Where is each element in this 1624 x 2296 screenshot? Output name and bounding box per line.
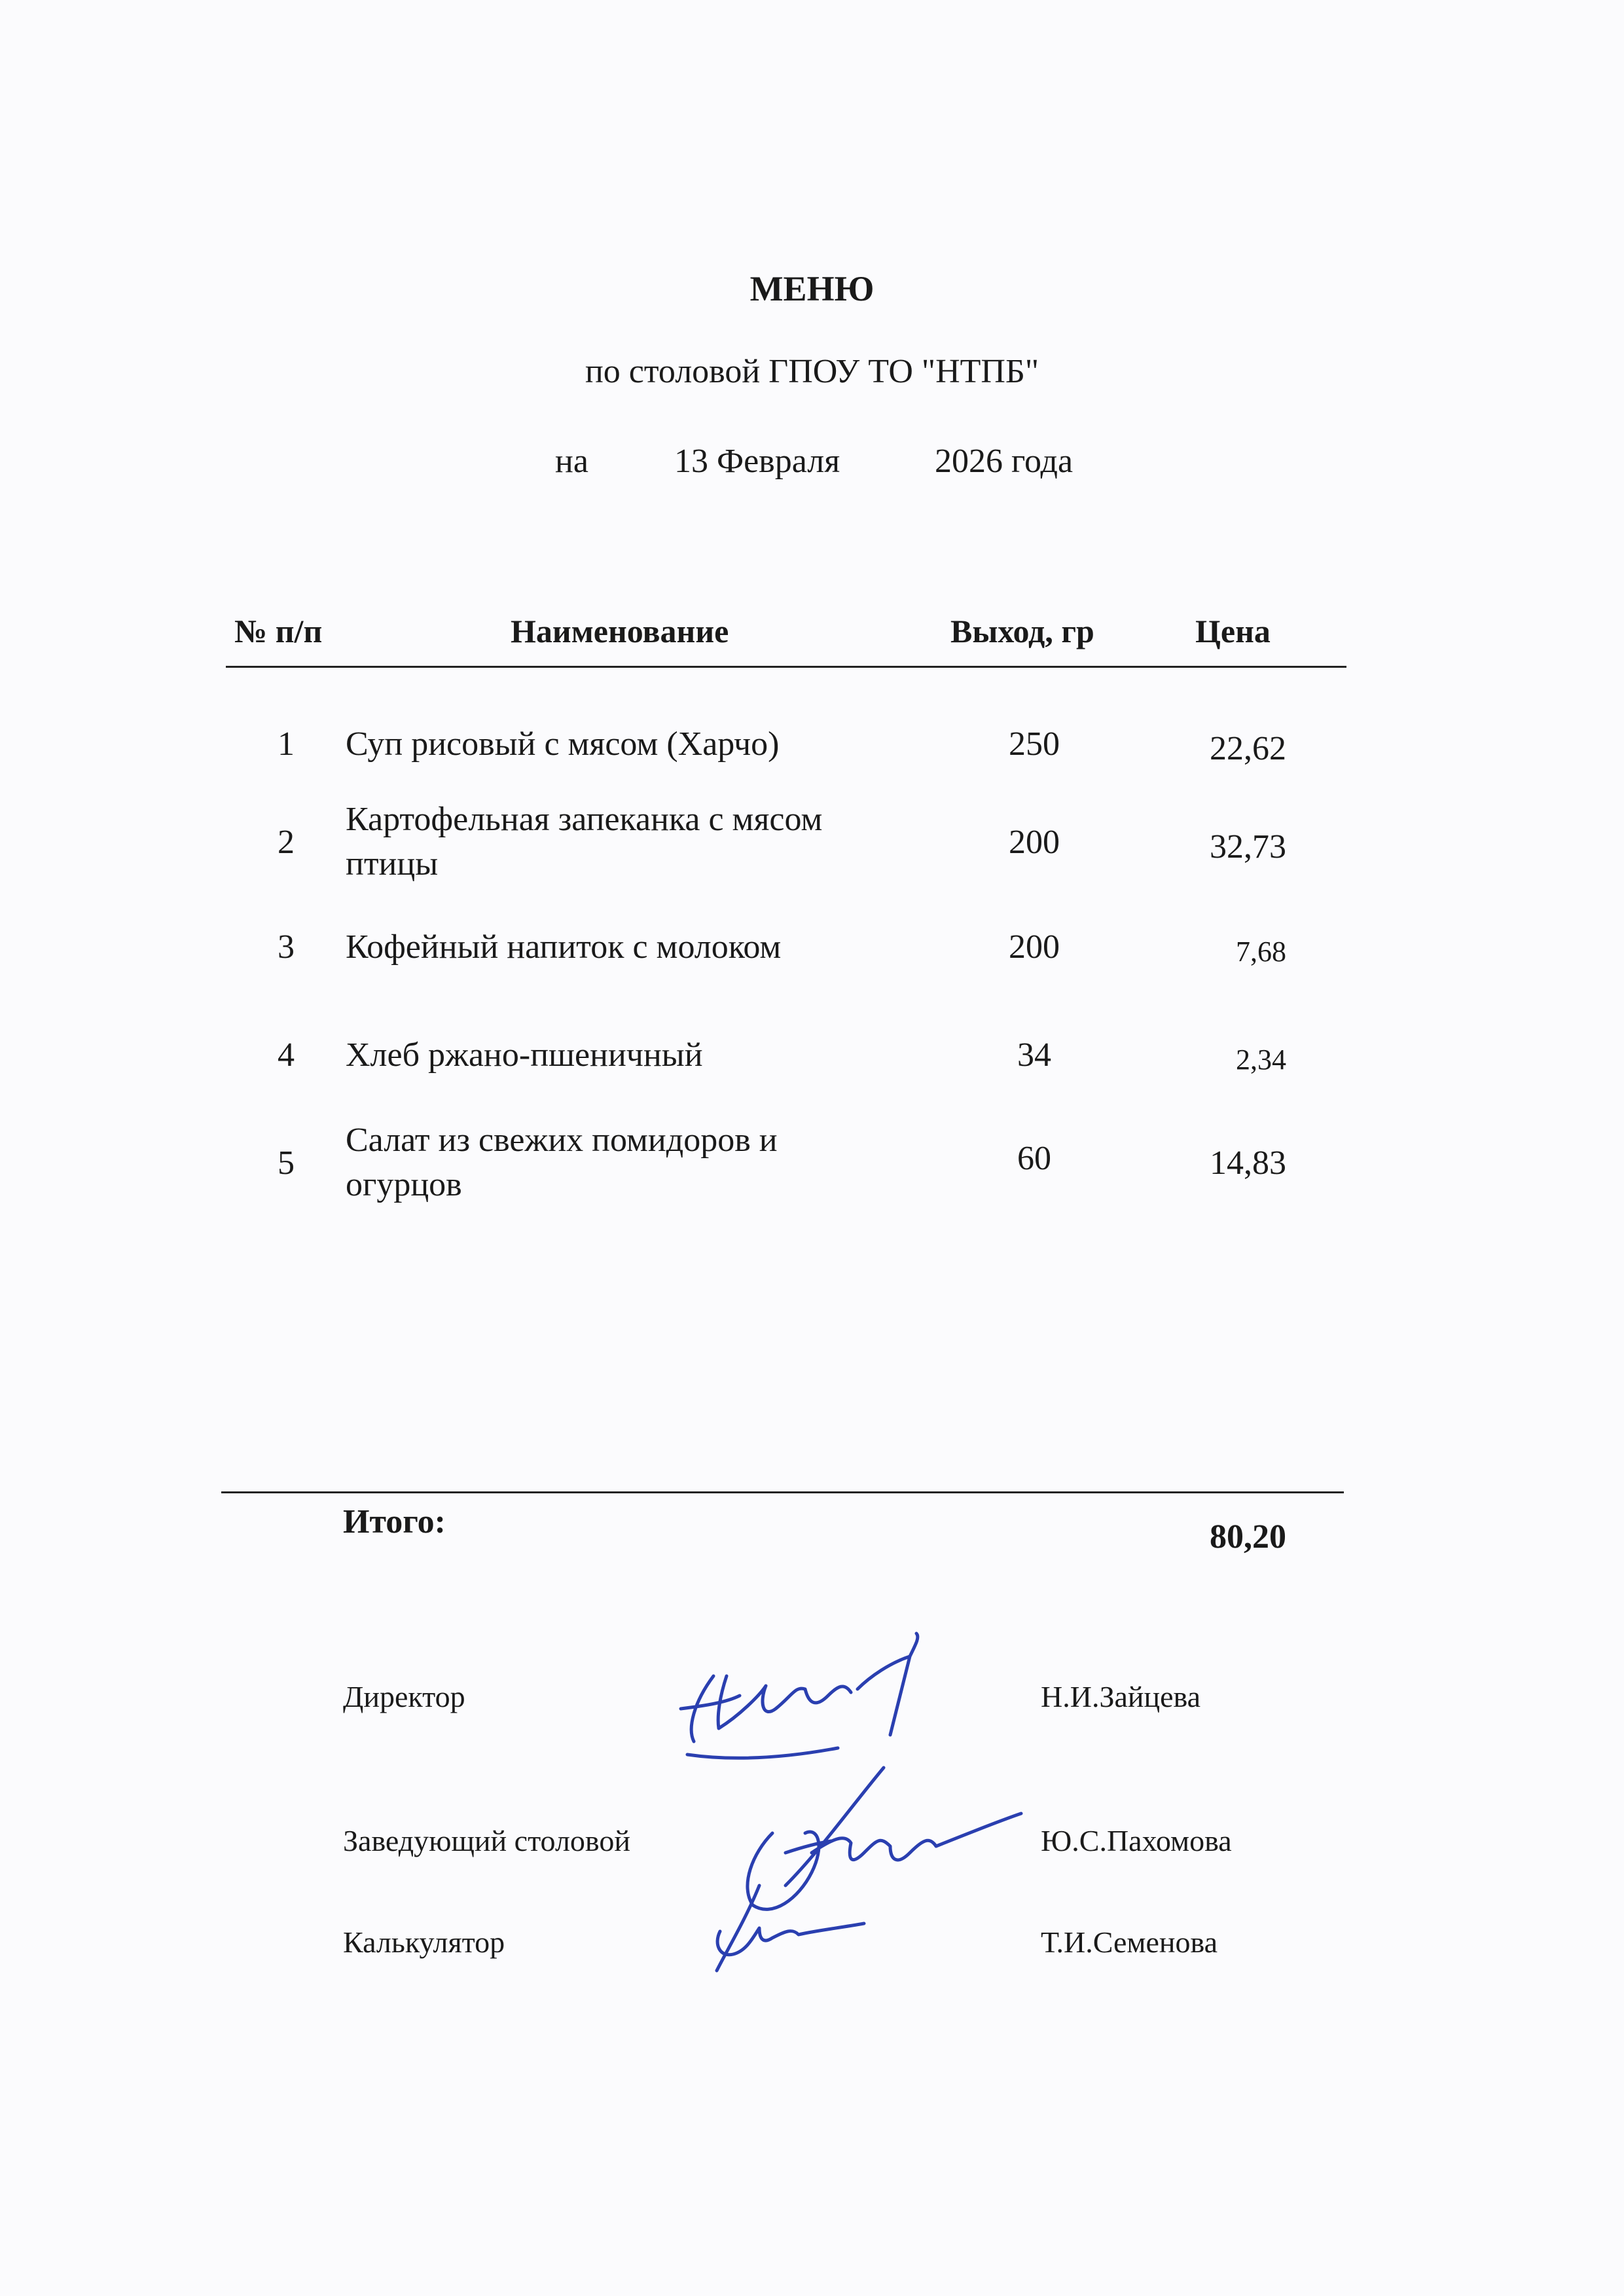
- date-year: 2026 года: [935, 443, 1074, 480]
- signature-canteen-head-scribble: [748, 1768, 1021, 1909]
- date-day: 13 Февраля: [674, 443, 840, 480]
- total-label: Итого:: [343, 1503, 446, 1540]
- document-subtitle: по столовой ГПОУ ТО "НТПБ": [585, 353, 1039, 390]
- total-value: 80,20: [1210, 1518, 1286, 1556]
- row-num: 1: [278, 725, 295, 763]
- row-name-line-1: Картофельная запеканка с мясом: [346, 801, 823, 838]
- row-num: 5: [278, 1144, 295, 1182]
- signature-role-calculator: Калькулятор: [343, 1925, 505, 1959]
- row-num: 4: [278, 1036, 295, 1074]
- row-weight: 200: [1009, 928, 1060, 966]
- signature-role-director: Директор: [343, 1680, 465, 1713]
- document-title: МЕНЮ: [749, 269, 875, 308]
- row-price: 32,73: [1210, 828, 1286, 866]
- row-weight: 34: [1017, 1036, 1051, 1074]
- signature-name-calculator: Т.И.Семенова: [1041, 1925, 1218, 1959]
- header-num: № п/п: [234, 613, 323, 649]
- signature-name-canteen-head: Ю.С.Пахомова: [1041, 1824, 1232, 1857]
- header-price: Цена: [1195, 613, 1271, 649]
- signature-name-director: Н.И.Зайцева: [1041, 1680, 1201, 1713]
- signature-director-scribble: [681, 1633, 918, 1758]
- row-name-line-2: огурцов: [346, 1166, 462, 1203]
- row-name-line-1: Салат из свежих помидоров и: [346, 1121, 778, 1159]
- row-num: 3: [278, 928, 295, 966]
- row-weight: 60: [1017, 1140, 1051, 1177]
- row-weight: 200: [1009, 824, 1060, 861]
- header-name: Наименование: [511, 613, 729, 649]
- row-name: Хлеб ржано-пшеничный: [346, 1036, 703, 1074]
- row-name-line-2: птицы: [346, 845, 439, 883]
- row-price: 2,34: [1236, 1044, 1286, 1076]
- row-price: 22,62: [1210, 730, 1286, 767]
- signature-role-canteen-head: Заведующий столовой: [343, 1824, 630, 1857]
- row-num: 2: [278, 824, 295, 861]
- date-prefix: на: [555, 443, 588, 480]
- row-price: 7,68: [1236, 936, 1286, 968]
- row-name: Кофейный напиток с молоком: [346, 928, 782, 966]
- row-name: Суп рисовый с мясом (Харчо): [346, 725, 780, 763]
- row-price: 14,83: [1210, 1144, 1286, 1182]
- header-weight: Выход, гр: [950, 613, 1094, 649]
- row-weight: 250: [1009, 725, 1060, 763]
